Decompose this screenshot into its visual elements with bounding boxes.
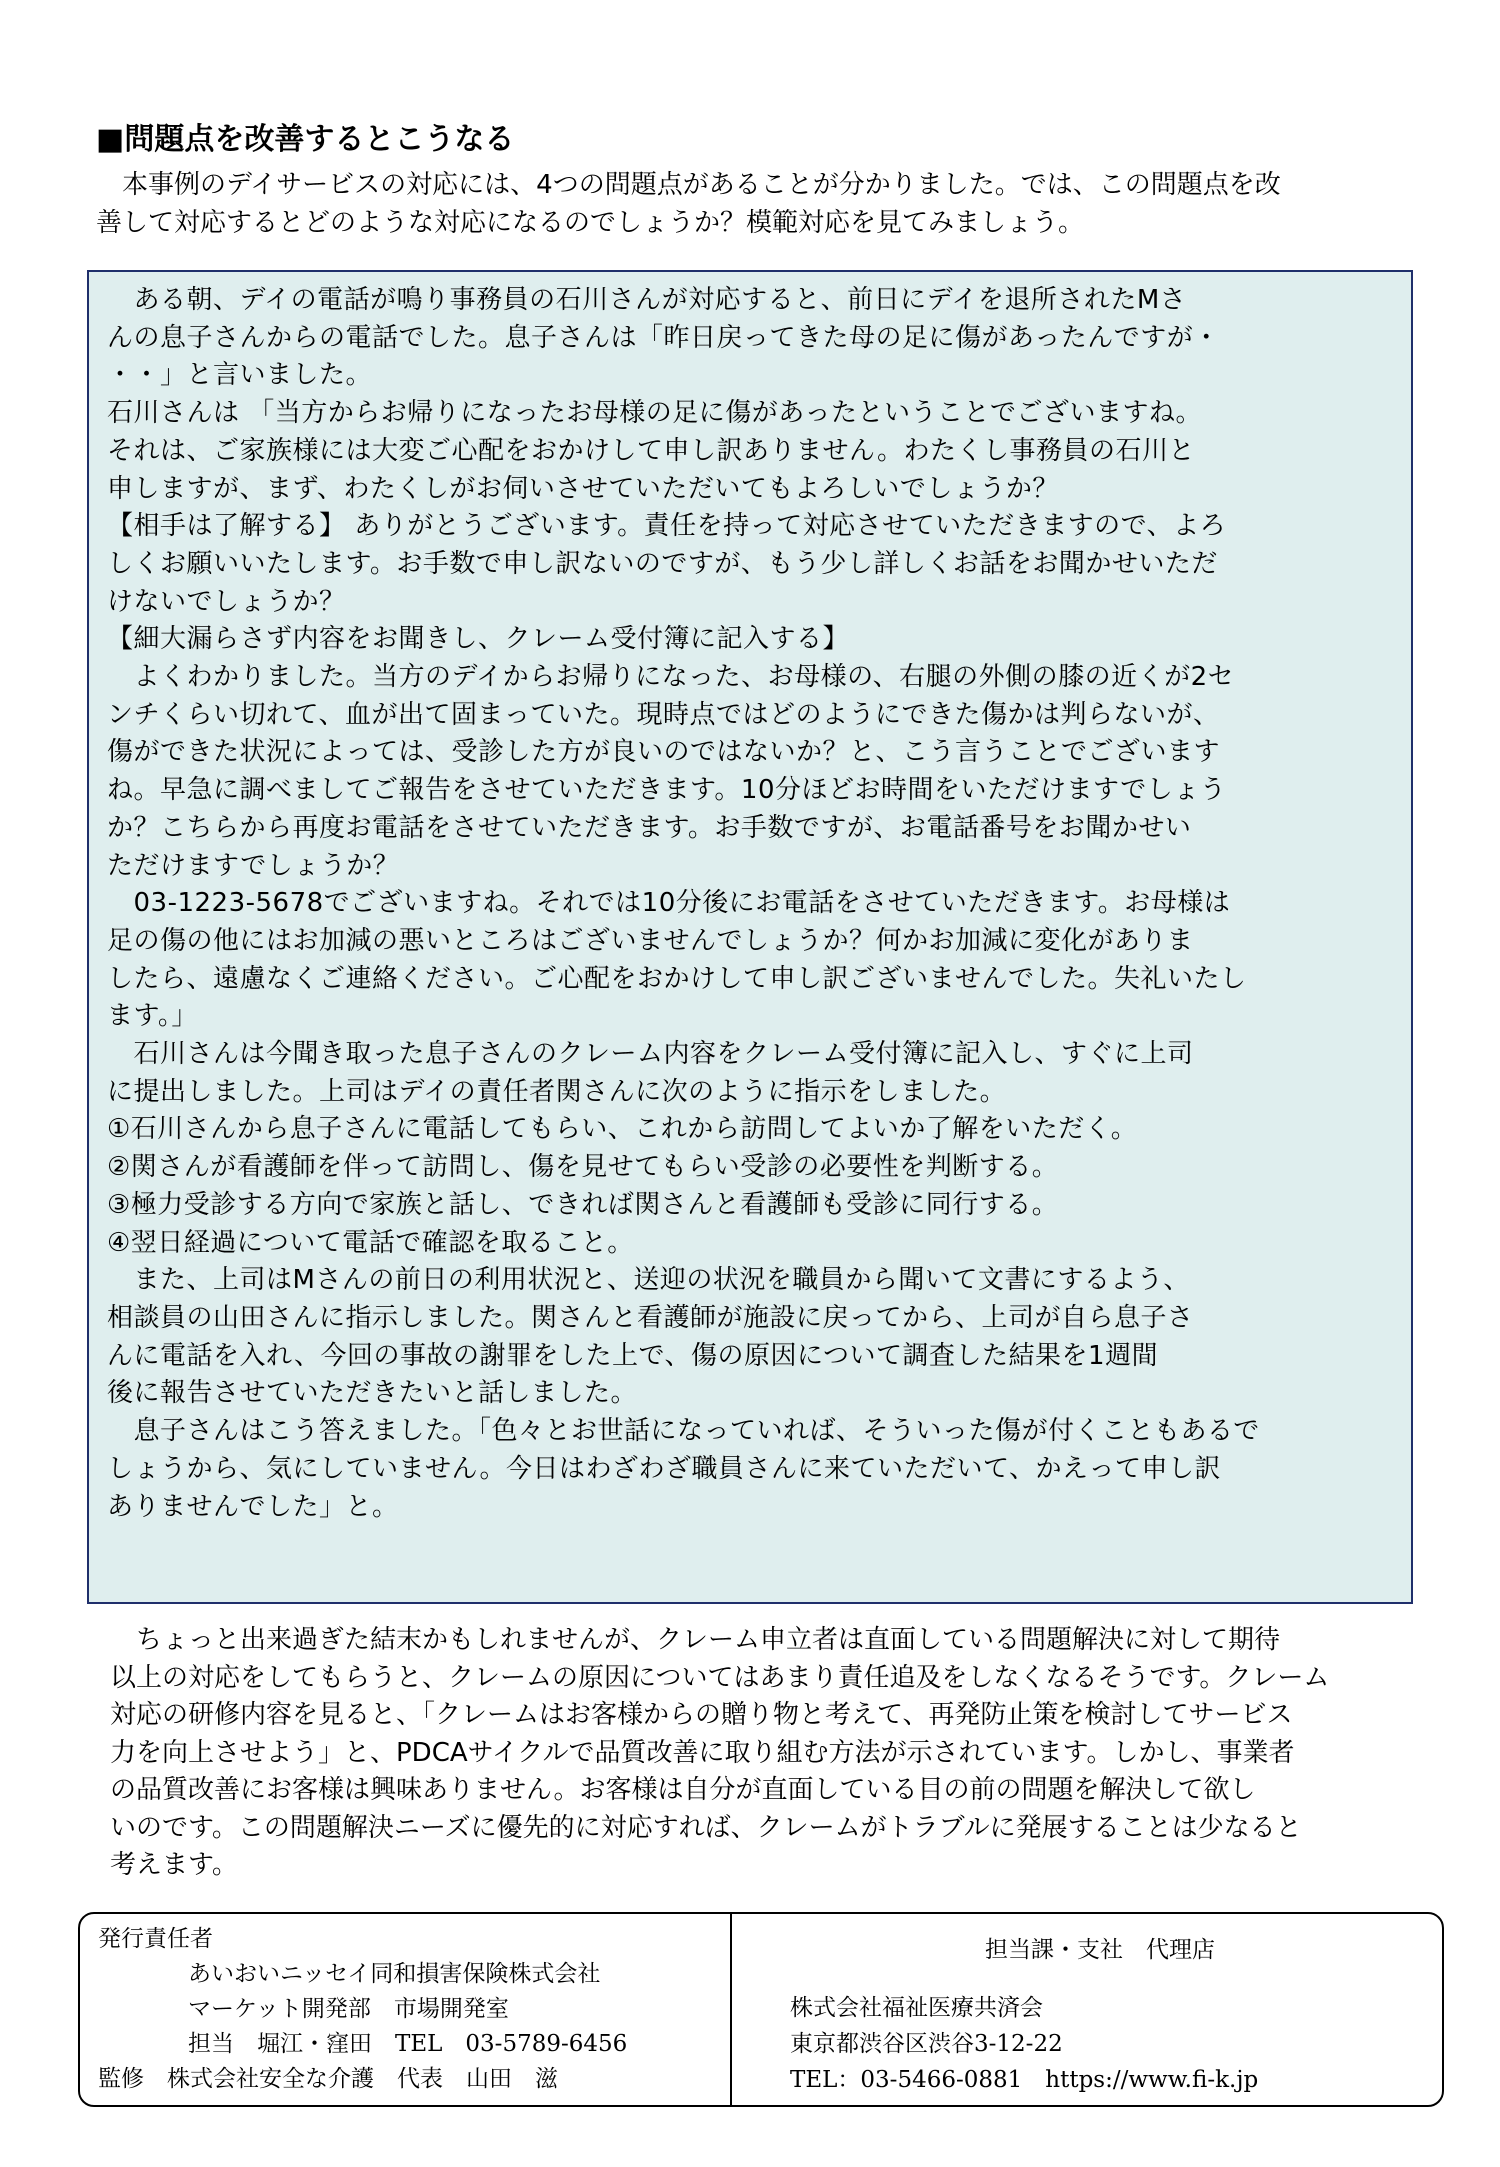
case-line: 【相手は了解する】 ありがとうございます。責任を持って対応させていただきますので、よろ: [107, 511, 1227, 542]
case-line: んに電話を入れ、今回の事故の謝罪をした上で、傷の原因について調査した結果を1週間: [107, 1340, 1159, 1371]
case-line: ンチくらい切れて、血が出て固まっていた。現時点ではどのようにできた傷かは判らないが、: [107, 699, 1220, 730]
summary-line: ちょっと出来過ぎた結末かもしれませんが、クレーム申立者は直面している問題解決に対して期待: [110, 1625, 1281, 1655]
intro-line: 本事例のデイサービスの対応には、4つの問題点があることが分かりました。では、この問題点を改: [96, 170, 1281, 200]
case-line: 足の傷の他にはお加減の悪いところはございませんでしょうか？何かお加減に変化がありま: [107, 925, 1194, 956]
summary-line: 以上の対応をしてもらうと、クレームの原因についてはあまり責任追及をしなくなるそうです。クレーム: [110, 1662, 1330, 1693]
case-line: 石川さんは 「当方からお帰りになったお母様の足に傷があったということでございますね。: [107, 398, 1203, 429]
summary-line: 対応の研修内容を見ると、「クレームはお客様からの贈り物と考えて、再発防止策を検討してサービス: [110, 1700, 1293, 1730]
summary-line: の品質改善にお客様は興味ありません。お客様は自分が直面している目の前の問題を解決して欲し: [110, 1775, 1256, 1805]
agency-info: [790, 1932, 1410, 2098]
case-line: ます。」: [107, 1001, 198, 1032]
case-line: か？こちらから再度お電話をさせていただきます。お手数ですが、お電話番号をお聞かせい: [107, 812, 1192, 843]
case-line: ある朝、デイの電話が鳴り事務員の石川さんが対応すると、前日にデイを退所されたMさ: [107, 285, 1187, 315]
case-line: しくお願いいたします。お手数で申し訳ないのですが、もう少し詳しくお話をお聞かせいただ: [107, 548, 1218, 579]
case-line: 石川さんは今聞き取った息子さんのクレーム内容をクレーム受付簿に記入し、すぐに上司: [107, 1039, 1194, 1070]
footer-box: [78, 1912, 1444, 2107]
case-line: ただけますでしょうか？: [107, 850, 400, 881]
summary-line: 力を向上させよう」と、PDCAサイクルで品質改善に取り組む方法が示されています。しかし、事業者: [110, 1737, 1295, 1768]
case-line: 【細大漏らさず内容をお聞きし、クレーム受付簿に記入する】: [107, 624, 850, 655]
case-line: 03-1223-5678でございますね。それでは10分後にお電話をさせていただきます。お母様は: [107, 888, 1231, 919]
agency-name: 株式会社福祉医療共済会: [790, 1995, 1043, 2021]
summary-paragraph: [110, 1622, 1410, 1885]
case-line: しょうから、気にしていません。今日はわざわざ職員さんに来ていただいて、かえって申し訳: [107, 1453, 1222, 1484]
case-line: ③極力受診する方向で家族と話し、できれば関さんと看護師も受診に同行する。: [107, 1189, 1059, 1220]
agency-address: 東京都渋谷区渋谷3-12-22: [790, 2031, 1063, 2057]
summary-line: いのです。この問題解決ニーズに優先的に対応すれば、クレームがトラブルに発展することは少なると: [110, 1812, 1302, 1843]
case-line: また、上司はMさんの前日の利用状況と、送迎の状況を職員から聞いて文書にするよう、: [107, 1265, 1190, 1296]
case-line: ④翌日経過について電話で確認を取ること。: [107, 1227, 634, 1258]
case-line: けないでしょうか？: [107, 586, 346, 617]
case-line: 申しますが、まず、わたくしがお伺いさせていただいてもよろしいでしょうか？: [107, 473, 1059, 504]
agency-heading: 担当課・支社 代理店: [985, 1937, 1215, 1963]
case-line: に提出しました。上司はデイの責任者関さんに次のように指示をしました。: [107, 1076, 1007, 1107]
case-line: ありませんでした」と。: [107, 1491, 399, 1522]
publisher-heading: 発行責任者: [98, 1926, 213, 1952]
footer-divider: [730, 1914, 732, 2105]
case-line: ②関さんが看護師を伴って訪問し、傷を見せてもらい受診の必要性を判断する。: [107, 1152, 1059, 1183]
intro-line: 善して対応するとどのような対応になるのでしょうか？模範対応を見てみましょう。: [96, 208, 1085, 238]
case-line: ①石川さんから息子さんに電話してもらい、これから訪問してよいか了解をいただく。: [107, 1114, 1138, 1145]
publisher-info: [98, 1922, 627, 2097]
model-response-box: [87, 270, 1413, 1604]
case-line: 相談員の山田さんに指示しました。関さんと看護師が施設に戻ってから、上司が自ら息子さ: [107, 1302, 1194, 1333]
case-line: それは、ご家族様には大変ご心配をおかけして申し訳ありません。わたくし事務員の石川と: [107, 435, 1196, 466]
publisher-company: あいおいニッセイ同和損害保険株式会社: [188, 1961, 601, 1987]
section-title: ■問題点を改善するとこうなる: [96, 122, 515, 157]
case-line: ね。早急に調べましてご報告をさせていただきます。10分ほどお時間をいただけますでしょう: [107, 775, 1227, 806]
case-line: ・・」と言いました。: [107, 360, 373, 391]
case-line: よくわかりました。当方のデイからお帰りになった、お母様の、右腿の外側の膝の近くが2セ: [107, 662, 1235, 693]
case-line: したら、遠慮なくご連絡ください。ご心配をおかけして申し訳ございませんでした。失礼いたし: [107, 963, 1247, 994]
summary-line: 考えます。: [110, 1850, 238, 1880]
publisher-department: マーケット開発部 市場開発室: [188, 1996, 509, 2022]
case-line: 後に報告させていただきたいと話しました。: [107, 1378, 638, 1409]
case-line: 傷ができた状況によっては、受診した方が良いのではないか？と、こう言うことでございます: [107, 737, 1221, 768]
intro-paragraph: [96, 166, 1406, 242]
agency-contact: TEL：03-5466-0881 https://www.fi-k.jp: [790, 2067, 1259, 2093]
case-line: 息子さんはこう答えました。「色々とお世話になっていれば、そういった傷が付くこともあるで: [107, 1416, 1260, 1447]
supervision: 監修 株式会社安全な介護 代表 山田 滋: [98, 2066, 558, 2092]
publisher-contact: 担当 堀江・窪田 TEL 03-5789-6456: [188, 2031, 628, 2057]
case-line: んの息子さんからの電話でした。息子さんは「昨日戻ってきた母の足に傷があったんですが・: [107, 322, 1220, 353]
